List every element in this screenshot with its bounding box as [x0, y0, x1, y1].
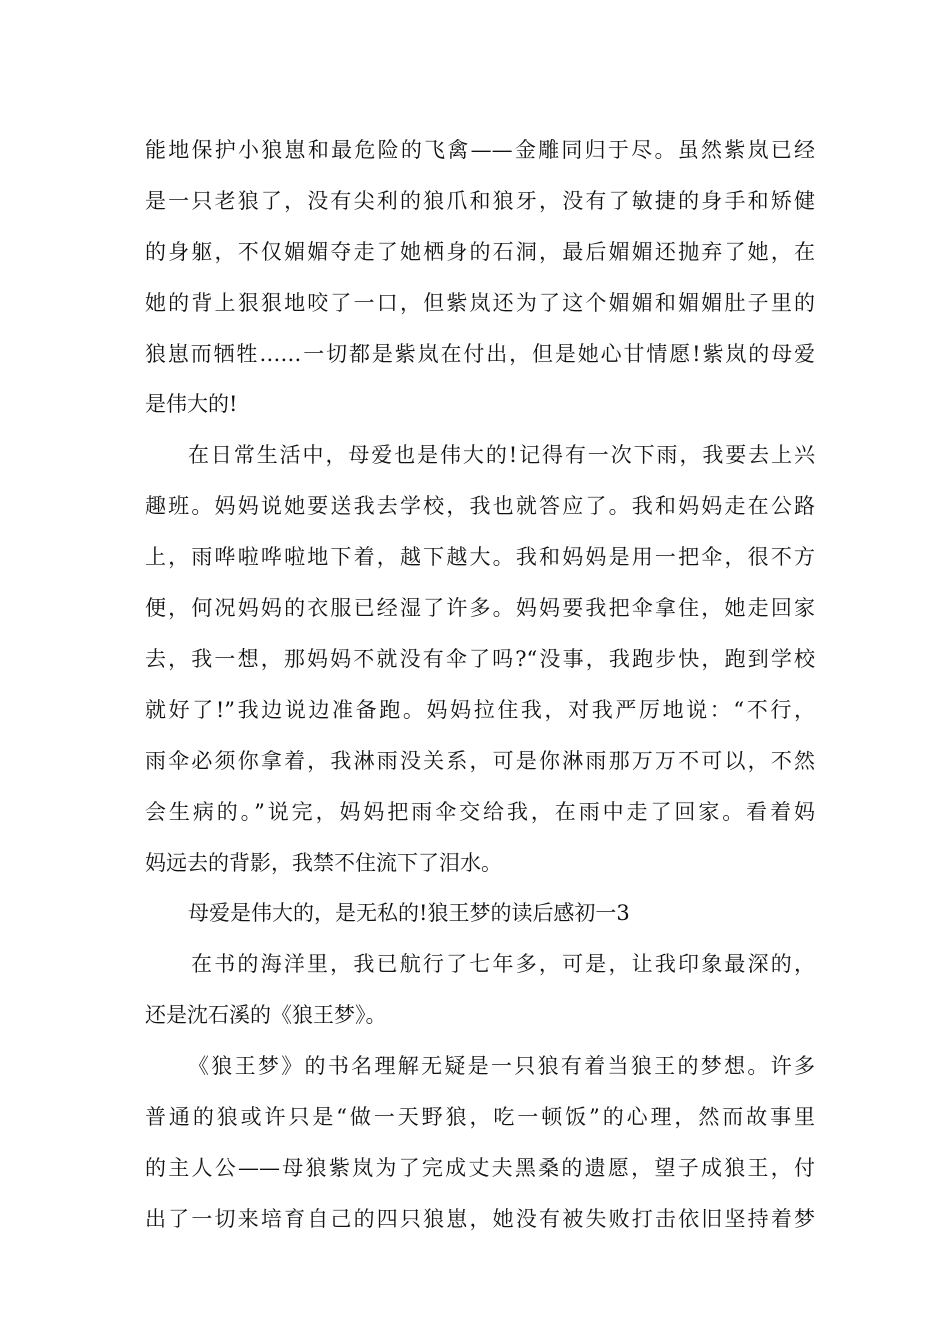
paragraph-first-line: 在日常生活中，母爱也是伟大的!记得有一次下雨，我要去上兴: [188, 443, 815, 467]
text-line: 是伟大的!: [145, 392, 238, 416]
paragraph-first-line: 在书的海洋里，我已航行了七年多，可是，让我印象最深的，: [191, 952, 815, 976]
text-line: 是一只老狼了，没有尖利的狼爪和狼牙，没有了敏捷的身手和矫健: [145, 189, 815, 213]
text-line: 的身躯，不仅媚媚夺走了她栖身的石洞，最后媚媚还抛弃了她，在: [145, 240, 815, 264]
text-line: 的主人公——母狼紫岚为了完成丈夫黑桑的遗愿，望子成狼王，付: [145, 1156, 815, 1180]
text-line: 她的背上狠狠地咬了一口，但紫岚还为了这个媚媚和媚媚肚子里的: [145, 291, 815, 315]
text-line: 出了一切来培育自己的四只狼崽，她没有被失败打击依旧坚持着梦: [145, 1207, 815, 1231]
text-line: 还是沈石溪的《狼王梦》。: [145, 1003, 387, 1027]
text-line: 趣班。妈妈说她要送我去学校，我也就答应了。我和妈妈走在公路: [145, 494, 815, 518]
text-line: 能地保护小狼崽和最危险的飞禽——金雕同归于尽。虽然紫岚已经: [145, 138, 815, 162]
text-line: 去，我一想，那妈妈不就没有伞了吗?“没事，我跑步快，跑到学校: [145, 647, 815, 671]
text-line: 狼崽而牺牲……一切都是紫岚在付出，但是她心甘情愿!紫岚的母爱: [145, 342, 815, 366]
text-line: 会生病的。”说完，妈妈把雨伞交给我，在雨中走了回家。看着妈: [145, 800, 815, 824]
text-line: 上，雨哗啦哗啦地下着，越下越大。我和妈妈是用一把伞，很不方: [145, 545, 815, 569]
text-line: 雨伞必须你拿着，我淋雨没关系，可是你淋雨那万万不可以，不然: [145, 749, 815, 773]
paragraph-first-line: 《狼王梦》的书名理解无疑是一只狼有着当狼王的梦想。许多: [188, 1054, 815, 1078]
text-line: 妈远去的背影，我禁不住流下了泪水。: [145, 851, 502, 875]
section-heading-line: 母爱是伟大的，是无私的!狼王梦的读后感初一3: [188, 901, 630, 925]
text-line: 就好了!”我边说边准备跑。妈妈拉住我，对我严厉地说：“不行，: [145, 698, 815, 722]
text-line: 便，何况妈妈的衣服已经湿了许多。妈妈要我把伞拿住，她走回家: [145, 596, 815, 620]
text-line: 普通的狼或许只是“做一天野狼，吃一顿饭”的心理，然而故事里: [145, 1105, 815, 1129]
